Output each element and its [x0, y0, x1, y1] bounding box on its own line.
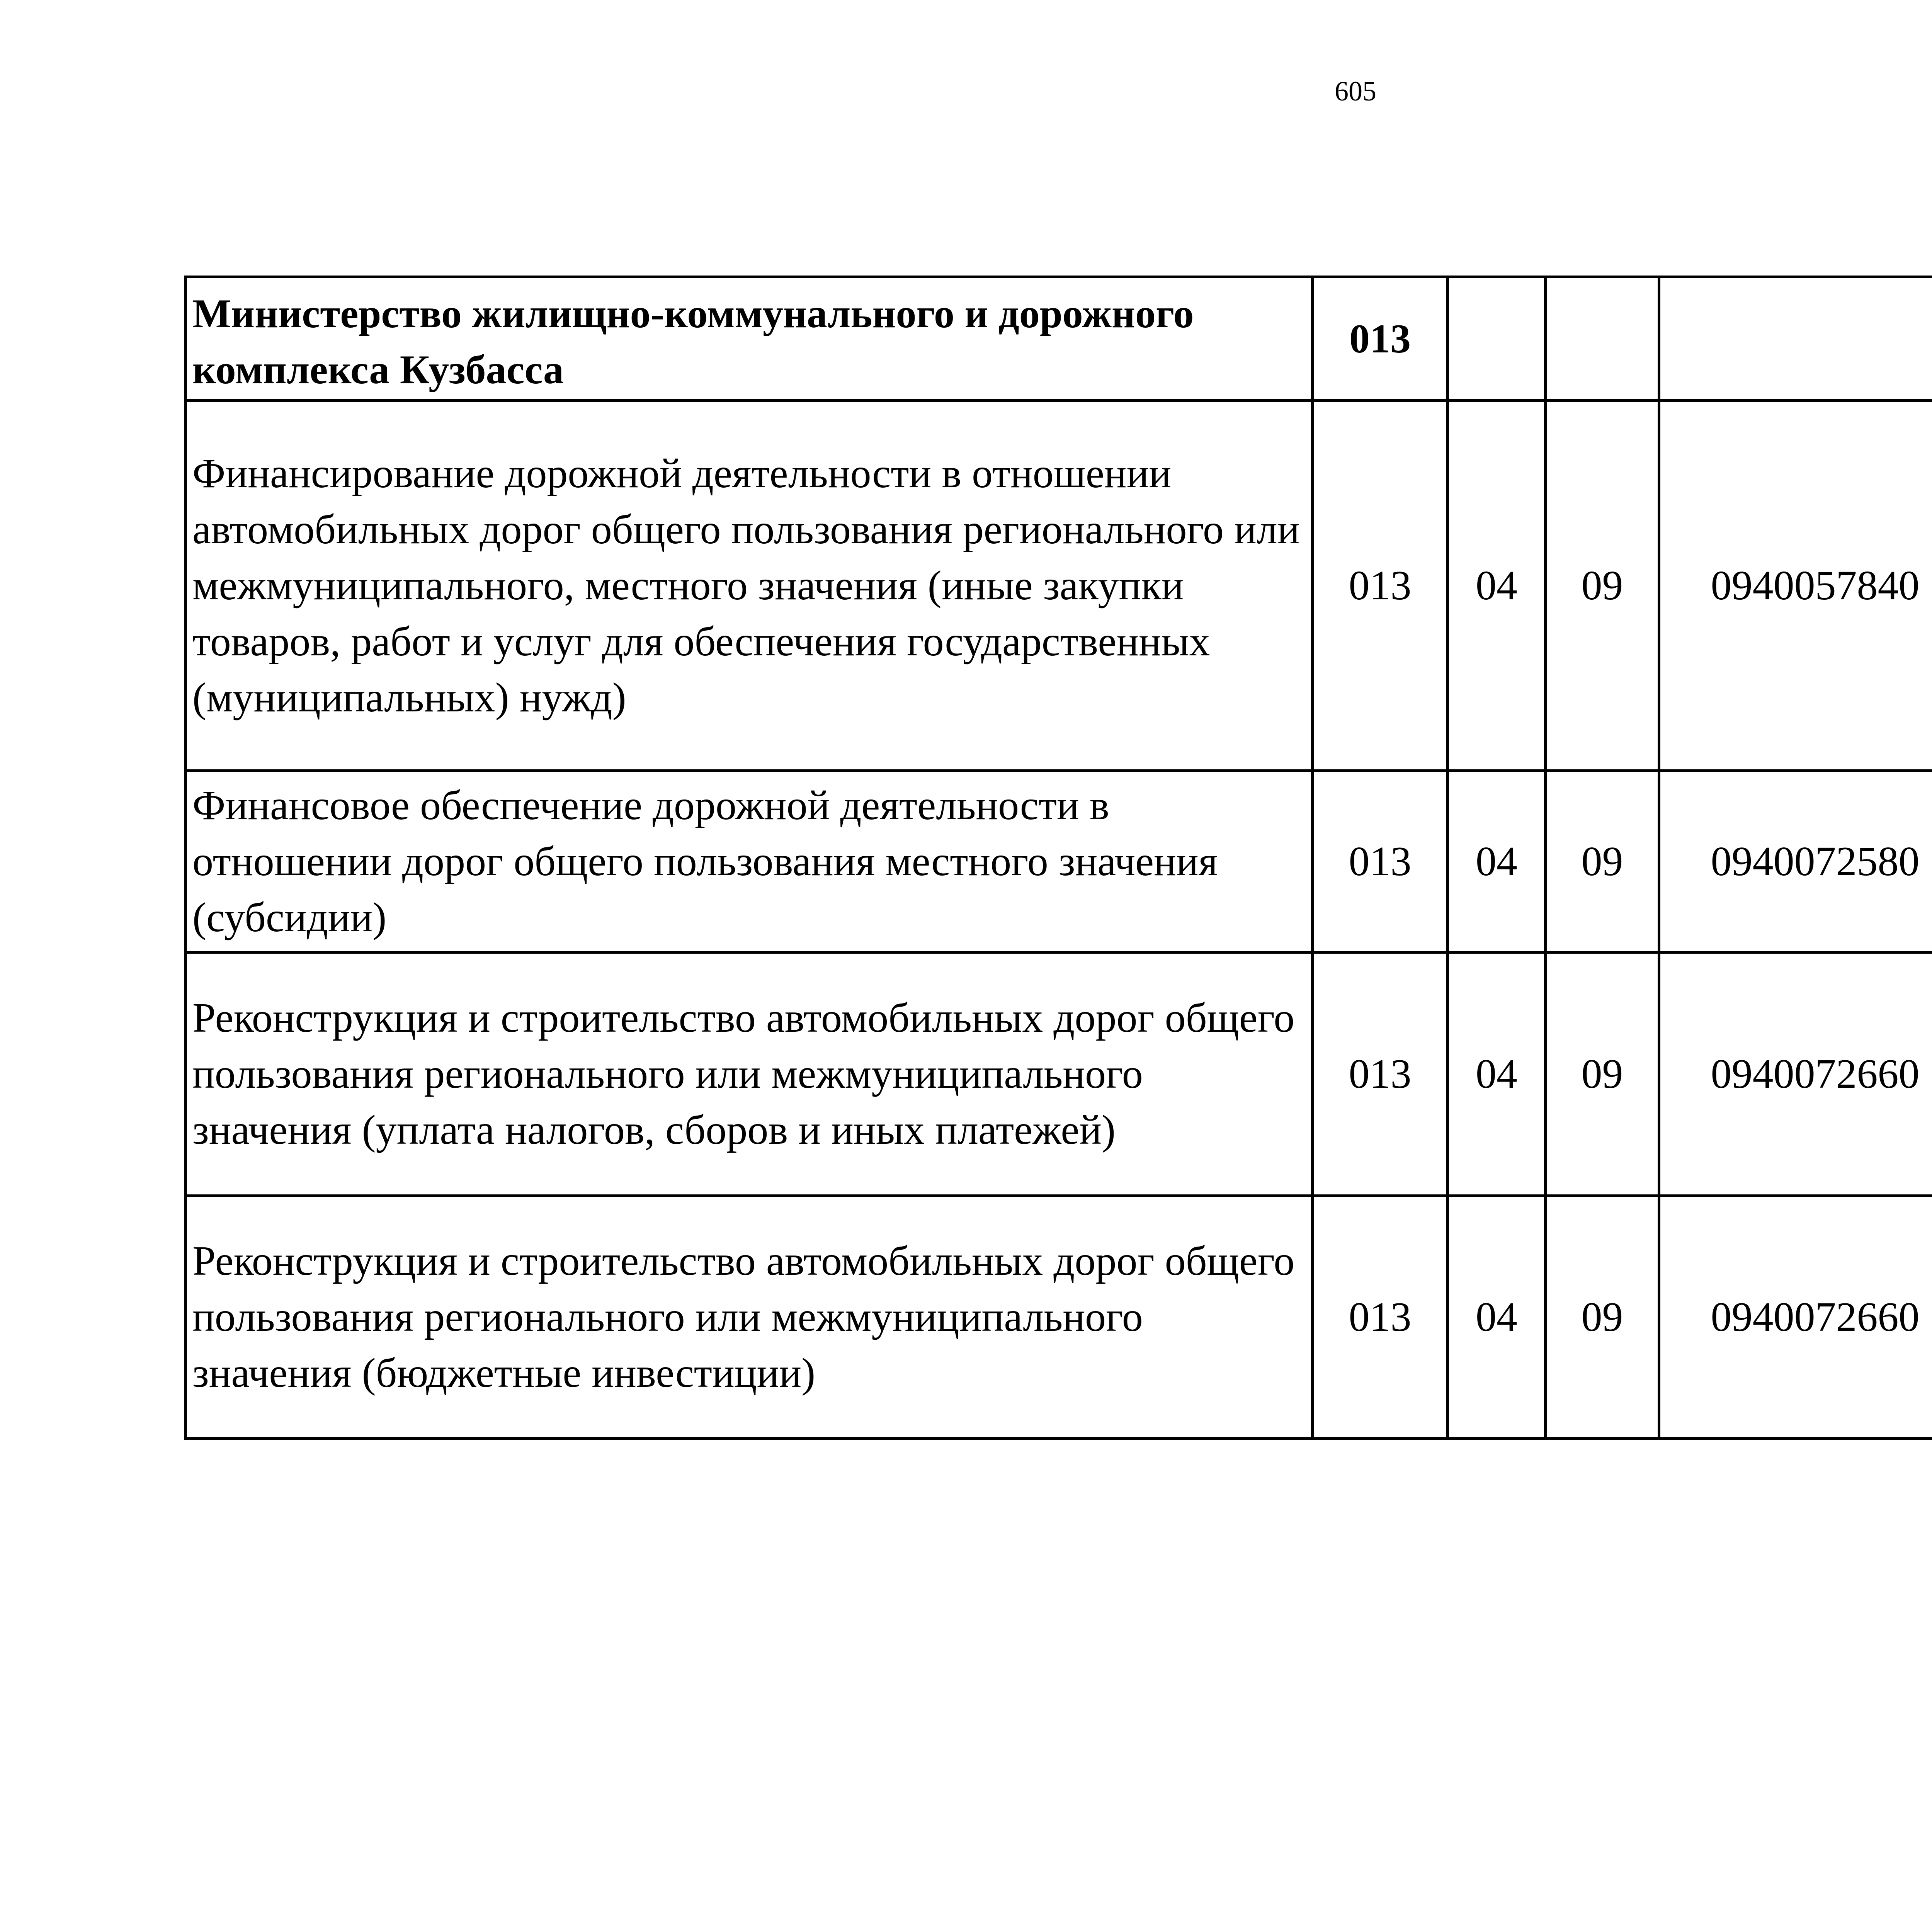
ministry-code: 013 [1313, 277, 1448, 401]
target-article-code: 0940057840 [1659, 401, 1932, 771]
target-article-code: 0940072660 [1659, 1196, 1932, 1439]
row-name: Финансовое обеспечение дорожной деятельности в отношении дорог общего пользования местного значения (субсидии) [186, 771, 1313, 953]
section-code: 04 [1448, 401, 1546, 771]
table-row [186, 771, 1932, 953]
table-row [186, 401, 1932, 771]
section-code: 04 [1448, 1196, 1546, 1439]
row-name: Реконструкция и строительство автомобильных дорог общего пользования регионального или межмуниципального значения (уплата налогов, сборов и иных платежей) [186, 953, 1313, 1196]
table-row [186, 1196, 1932, 1439]
target-article-code: 0940072580 [1659, 771, 1932, 953]
budget-table [184, 276, 1932, 1440]
subsection-code: 09 [1546, 1196, 1659, 1439]
target-article-code: 0940072660 [1659, 953, 1932, 1196]
table-row [186, 953, 1932, 1196]
section-code [1448, 277, 1546, 401]
subsection-code [1546, 277, 1659, 401]
subsection-code: 09 [1546, 953, 1659, 1196]
target-article-code [1659, 277, 1932, 401]
row-name: Финансирование дорожной деятельности в отношении автомобильных дорог общего пользования регионального или межмуниципального, местного значения (иные закупки товаров, работ и услуг для обеспечения государственных (муниципальных) нужд) [186, 401, 1313, 771]
table-row-ministry-total [186, 277, 1932, 401]
ministry-code: 013 [1313, 771, 1448, 953]
row-name: Реконструкция и строительство автомобильных дорог общего пользования регионального или межмуниципального значения (бюджетные инвестиции) [186, 1196, 1313, 1439]
row-name: Министерство жилищно-коммунального и дорожного комплекса Кузбасса [186, 277, 1313, 401]
subsection-code: 09 [1546, 401, 1659, 771]
section-code: 04 [1448, 771, 1546, 953]
ministry-code: 013 [1313, 401, 1448, 771]
page-number: 605 [1335, 76, 1376, 107]
section-code: 04 [1448, 953, 1546, 1196]
subsection-code: 09 [1546, 771, 1659, 953]
ministry-code: 013 [1313, 1196, 1448, 1439]
ministry-code: 013 [1313, 953, 1448, 1196]
